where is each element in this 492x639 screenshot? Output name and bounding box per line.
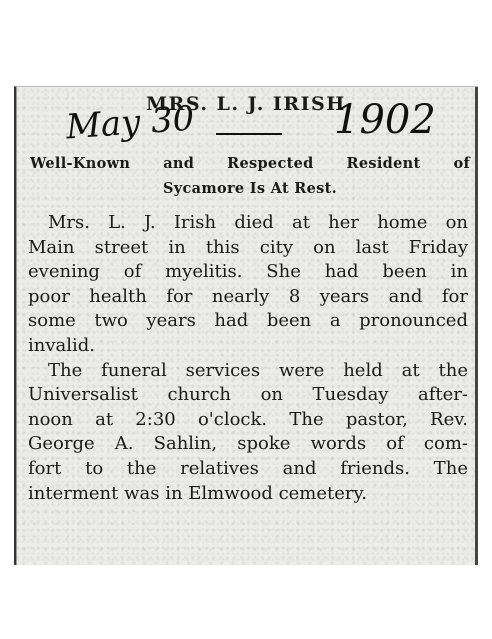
subheadline-line-2: Sycamore Is At Rest. xyxy=(163,180,337,197)
paragraph-1-line: some two years had been a pronounced xyxy=(28,310,468,332)
paragraph-2-line: George A. Sahlin, spoke words of com- xyxy=(28,433,468,455)
paragraph-2-line: noon at 2:30 o'clock. The pastor, Rev. xyxy=(28,408,468,430)
handwritten-date: May 30 xyxy=(64,98,196,148)
paragraph-1-line: Main street in this city on last Friday xyxy=(28,236,468,258)
paragraph-2-line: The funeral services were held at the xyxy=(48,359,468,381)
clipping-edge xyxy=(475,87,478,565)
paragraph-2-line: Universalist church on Tuesday after- xyxy=(28,384,468,406)
paragraph-1-line: Mrs. L. J. Irish died at her home on xyxy=(48,212,468,233)
subheadline-line-1: Well-Known and Respected Resident of xyxy=(30,155,470,172)
obituary-body xyxy=(28,211,468,506)
paragraph-1-line: invalid. xyxy=(28,334,96,356)
handwritten-dash xyxy=(216,133,282,135)
newspaper-clipping xyxy=(14,86,478,565)
paragraph-2-line: interment was in Elmwood cemetery. xyxy=(28,482,368,504)
paragraph-2-line: fort to the relatives and friends. The xyxy=(28,457,468,479)
obituary-subheadline xyxy=(30,151,470,201)
handwritten-year: 1902 xyxy=(334,97,436,143)
paragraph-1-line: evening of myelitis. She had been in xyxy=(28,261,468,283)
paragraph-1-line: poor health for nearly 8 years and for xyxy=(28,285,468,307)
obituary-headline: MRS. L. J. IRISH xyxy=(146,93,346,115)
